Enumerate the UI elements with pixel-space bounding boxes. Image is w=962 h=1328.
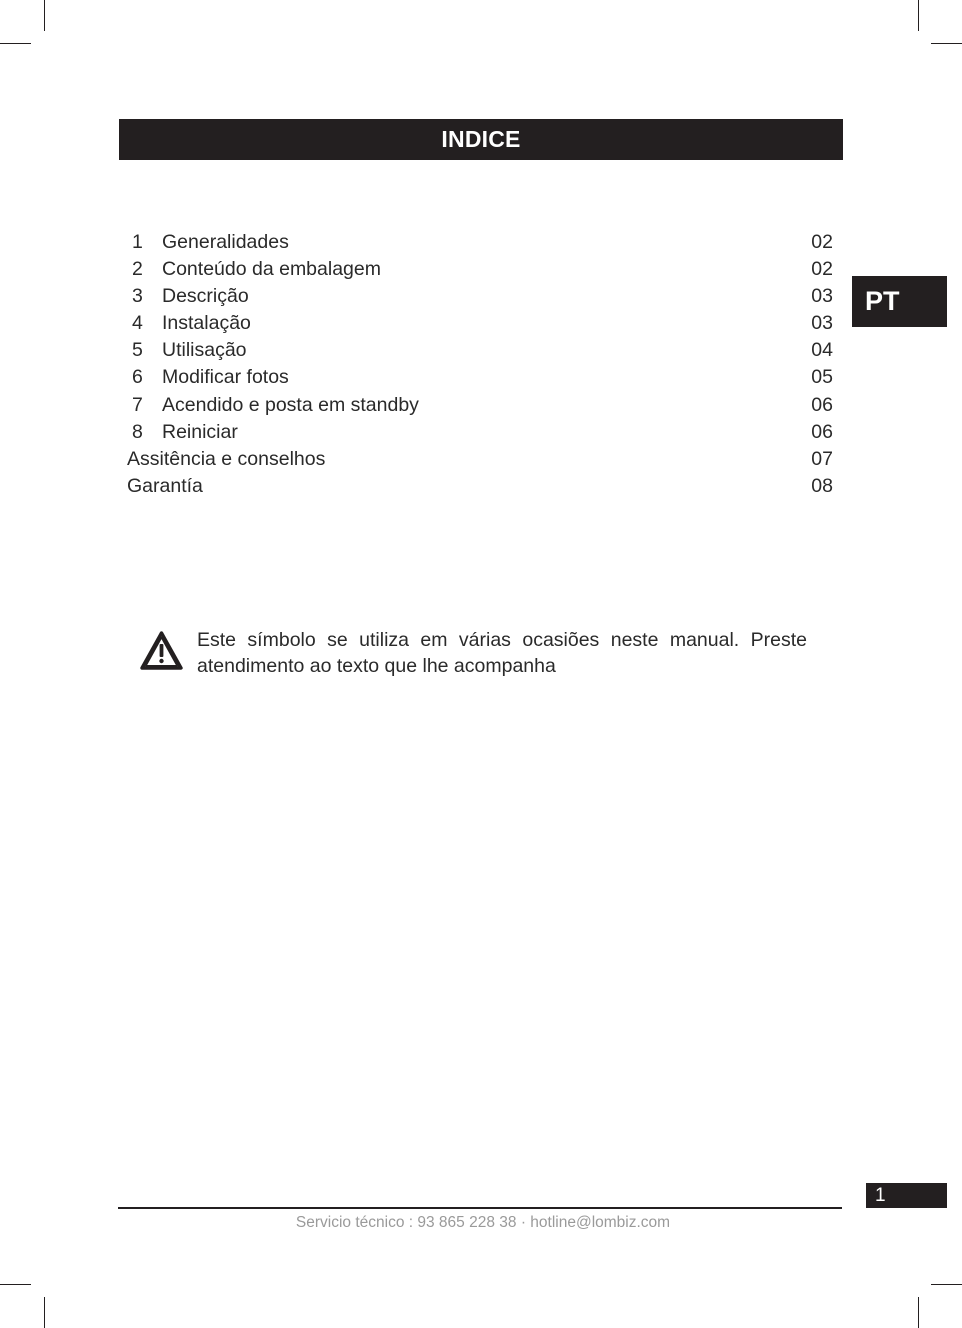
toc-entry-number: 7 [132, 393, 143, 416]
crop-mark [931, 43, 962, 44]
toc-entry-number: 5 [132, 339, 143, 362]
toc-entry-page: 07 [811, 447, 833, 470]
toc-entry[interactable] [119, 229, 843, 256]
toc-entry-label: Descrição [162, 285, 249, 308]
toc-entry-label: Modificar fotos [162, 366, 289, 389]
toc-entry-number: 8 [132, 420, 143, 443]
toc-entry[interactable] [119, 419, 843, 446]
crop-mark [918, 1297, 919, 1328]
toc-entry[interactable] [119, 392, 843, 419]
toc-entry-page: 03 [811, 312, 833, 335]
toc-entry-page: 04 [811, 339, 833, 362]
warning-note-text: Este símbolo se utiliza em várias ocasiões neste manual. Preste atendimento ao texto que lhe acompanha [197, 629, 807, 677]
toc-entry-label: Assitência e conselhos [127, 447, 326, 470]
toc-entry[interactable] [119, 473, 843, 500]
toc-entry-page: 06 [811, 393, 833, 416]
language-tab: PT [852, 276, 947, 327]
toc-entry-page: 03 [811, 285, 833, 308]
toc-entry-page: 05 [811, 366, 833, 389]
footer-divider [118, 1207, 842, 1209]
crop-mark [931, 1284, 962, 1285]
toc-entry-number: 3 [132, 285, 143, 308]
toc-entry-page: 06 [811, 420, 833, 443]
toc-entry-number: 6 [132, 366, 143, 389]
toc-entry[interactable] [119, 364, 843, 391]
toc-entry-label: Instalação [162, 312, 251, 335]
toc-entry-label: Generalidades [162, 231, 289, 253]
crop-mark [44, 1297, 45, 1328]
crop-mark [44, 0, 45, 31]
toc-entry-label: Acendido e posta em standby [162, 393, 419, 416]
toc-entry[interactable] [119, 337, 843, 364]
toc-entry-number: 2 [132, 258, 143, 281]
toc-entry-page: 08 [811, 474, 833, 497]
crop-mark [918, 0, 919, 31]
toc-entry[interactable] [119, 256, 843, 283]
footer-contact: Servicio técnico : 93 865 228 38 · hotline@lombiz.com [295, 1214, 671, 1231]
toc-entry-label: Reiniciar [162, 420, 238, 443]
toc-entry-label: Garantía [127, 474, 203, 497]
toc-entry-number: 1 [132, 231, 143, 253]
crop-mark [0, 1284, 31, 1285]
crop-mark [0, 43, 31, 44]
table-of-contents [119, 229, 843, 500]
page-title: INDICE [119, 119, 843, 160]
toc-entry-number: 4 [132, 312, 143, 335]
warning-triangle-icon [139, 630, 184, 672]
page-number: 1 [866, 1183, 947, 1208]
toc-entry-label: Conteúdo da embalagem [162, 258, 381, 281]
toc-entry[interactable] [119, 283, 843, 310]
toc-entry-page: 02 [811, 258, 833, 281]
toc-entry-page: 02 [811, 231, 833, 253]
toc-entry[interactable] [119, 446, 843, 473]
toc-entry[interactable] [119, 310, 843, 337]
toc-entry-label: Utilisação [162, 339, 247, 362]
